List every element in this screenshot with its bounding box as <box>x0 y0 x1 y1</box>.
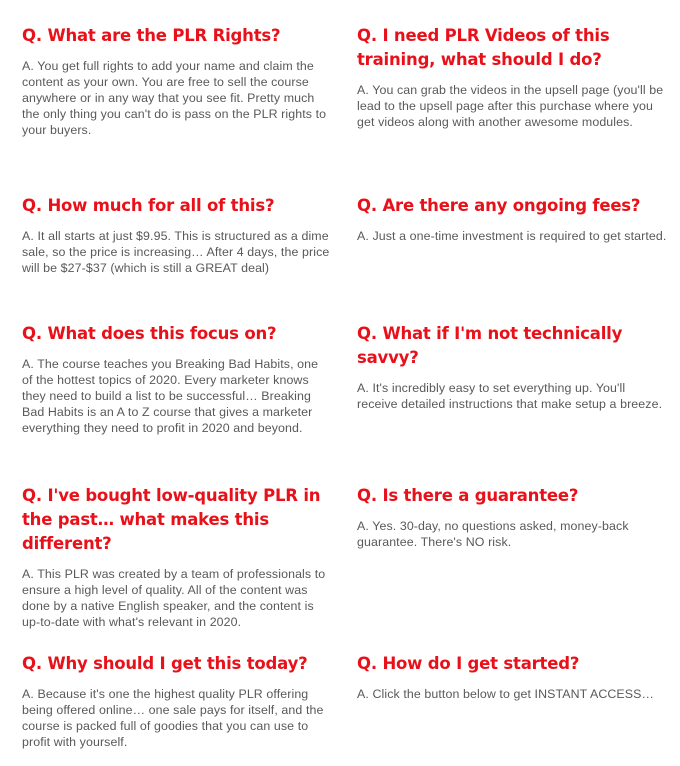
faq-item-plr-rights <box>22 24 332 138</box>
faq-answer: A. Just a one-time investment is required to get started. <box>357 229 667 243</box>
faq-answer: A. This PLR was created by a team of professionals to ensure a high level of quality. All of the content was done by a native English speaker, and the content is up-to-date with what's relevant in 2020. <box>22 567 326 629</box>
faq-question: Q. Is there a guarantee? <box>357 486 579 505</box>
faq-item-focus <box>22 322 332 436</box>
faq-item-guarantee <box>357 484 667 550</box>
faq-question: Q. Why should I get this today? <box>22 654 308 673</box>
faq-item-why-today <box>22 652 332 750</box>
faq-item-low-quality-plr <box>22 484 332 630</box>
faq-question: Q. How much for all of this? <box>22 196 275 215</box>
faq-question: Q. I need PLR Videos of this training, what should I do? <box>357 26 610 69</box>
faq-question: Q. How do I get started? <box>357 654 580 673</box>
faq-question: Q. I've bought low-quality PLR in the past… what makes this different? <box>22 486 321 553</box>
faq-answer: A. It's incredibly easy to set everything up. You'll receive detailed instructions that make setup a breeze. <box>357 381 663 411</box>
faq-item-ongoing-fees <box>357 194 667 244</box>
faq-question: Q. What if I'm not technically savvy? <box>357 324 623 367</box>
faq-item-plr-videos <box>357 24 667 130</box>
faq-item-price <box>22 194 332 276</box>
faq-question: Q. What are the PLR Rights? <box>22 26 281 45</box>
faq-item-tech-savvy <box>357 322 667 412</box>
faq-item-get-started <box>357 652 667 702</box>
faq-answer: A. You can grab the videos in the upsell page (you'll be lead to the upsell page after this purchase where you get videos along with another awesome modules. <box>357 83 664 129</box>
faq-answer: A. It all starts at just $9.95. This is structured as a dime sale, so the price is increasing… After 4 days, the price will be $27-$37 (which is still a GREAT deal) <box>22 229 330 275</box>
faq-answer: A. Because it's one the highest quality PLR offering being offered online… one sale pays for itself, and the course is packed full of goodies that you can use to profit with yourself. <box>22 687 324 749</box>
faq-answer: A. The course teaches you Breaking Bad Habits, one of the hottest topics of 2020. Every marketer knows they need to build a list to be successful… Breaking Bad Habits is an A to Z course that gives a marketer everything they need to profit in 2020 and beyond. <box>22 357 319 435</box>
faq-answer: A. You get full rights to add your name and claim the content as your own. You are free to sell the course anywhere or in any way that you see fit. Pretty much the only thing you can't do is pass on the PLR rights to your buyers. <box>22 59 327 137</box>
faq-question: Q. Are there any ongoing fees? <box>357 196 641 215</box>
faq-question: Q. What does this focus on? <box>22 324 277 343</box>
faq-answer: A. Yes. 30-day, no questions asked, money-back guarantee. There's NO risk. <box>357 519 629 549</box>
faq-answer: A. Click the button below to get INSTANT ACCESS… <box>357 687 655 701</box>
